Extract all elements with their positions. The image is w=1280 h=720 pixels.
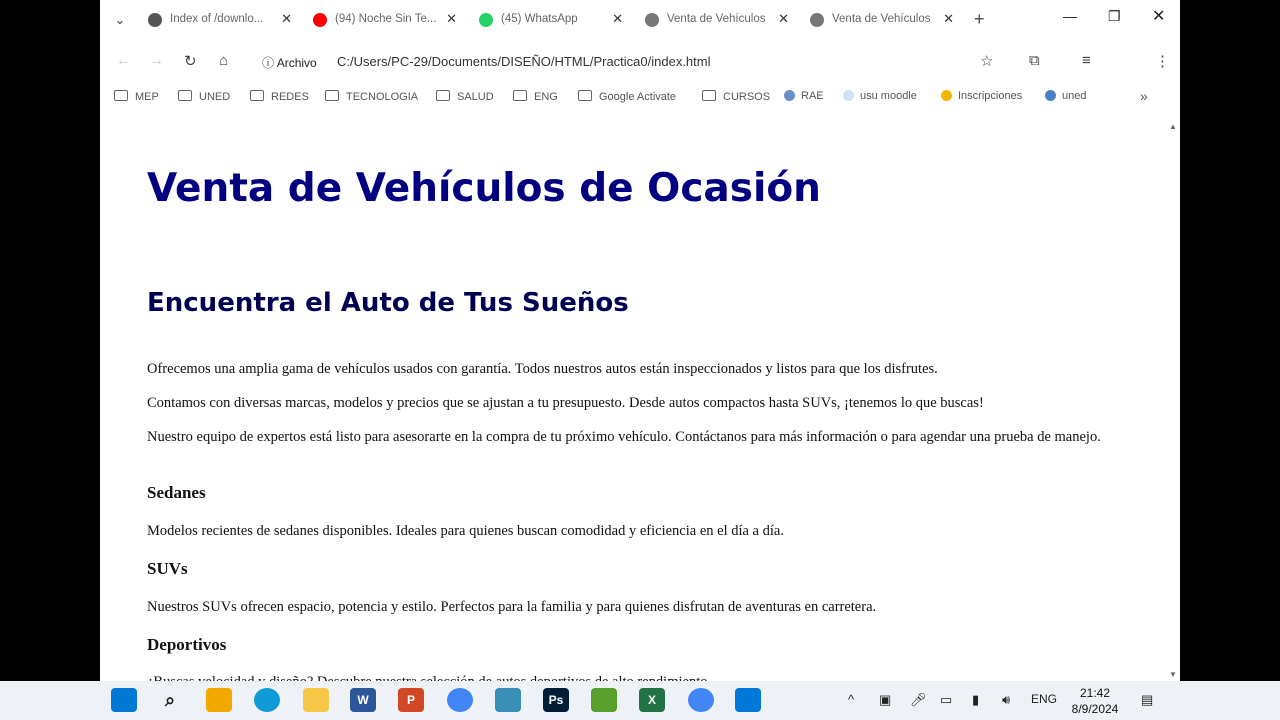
microphone-icon[interactable]: 🎤︎ <box>910 692 927 707</box>
bookmark-google-activate[interactable] <box>578 90 676 106</box>
tab-title: Index of /downlo... <box>170 13 264 25</box>
tab-3[interactable] <box>471 6 631 34</box>
close-tab-icon[interactable]: ✕ <box>612 11 623 26</box>
close-tab-icon[interactable]: ✕ <box>446 11 457 26</box>
moodle-icon <box>843 90 854 101</box>
tab-strip <box>100 0 1180 40</box>
close-tab-icon[interactable]: ✕ <box>778 11 789 26</box>
drive-icon <box>941 90 952 101</box>
page-scrollbar[interactable] <box>1166 118 1180 681</box>
winamp-icon[interactable] <box>206 688 232 712</box>
scroll-down-icon[interactable]: ▼ <box>1169 670 1177 679</box>
clock-date: 8/9/2024 <box>1071 702 1119 716</box>
section-title-suvs: SUVs <box>147 559 188 578</box>
browser-window <box>100 0 1180 681</box>
volume-icon[interactable]: 🔊︎ <box>1002 692 1011 707</box>
whatsapp-icon <box>479 13 493 27</box>
reload-icon[interactable]: ↻ <box>184 53 197 70</box>
info-icon: ⓘ <box>262 56 275 70</box>
bookmark-label: usu moodle <box>860 90 917 102</box>
site-info-label: Archivo <box>276 56 317 70</box>
vscode-icon[interactable] <box>735 688 761 712</box>
search-icon[interactable]: ⌕ <box>164 690 176 710</box>
file-explorer-icon[interactable] <box>303 688 329 712</box>
tab-title: Venta de Vehículos <box>832 13 931 25</box>
photoshop-icon[interactable]: Ps <box>543 688 569 712</box>
folder-icon <box>250 90 264 101</box>
folder-icon <box>114 90 128 101</box>
bookmark-salud[interactable] <box>436 90 494 106</box>
bookmark-tecnologia[interactable] <box>325 90 418 106</box>
uned-icon <box>1045 90 1056 101</box>
folder-icon <box>325 90 339 101</box>
globe-icon <box>645 13 659 27</box>
tab-5[interactable] <box>802 6 962 34</box>
bookmark-redes[interactable] <box>250 90 309 106</box>
bookmark-label: UNED <box>199 91 231 103</box>
bookmark-label: uned <box>1062 90 1087 102</box>
bookmark-uned[interactable] <box>178 90 230 106</box>
mysql-workbench-icon[interactable] <box>495 688 521 712</box>
excel-icon[interactable]: X <box>639 688 665 712</box>
powerpoint-icon[interactable]: P <box>398 688 424 712</box>
globe-icon <box>810 13 824 27</box>
bookmark-mep[interactable] <box>114 90 159 106</box>
bookmark-rae[interactable] <box>784 90 824 106</box>
close-tab-icon[interactable]: ✕ <box>943 11 954 26</box>
section-title-deportivos: Deportivos <box>147 635 227 654</box>
chrome-active-icon[interactable] <box>688 688 714 712</box>
clock-time: 21:42 <box>1079 686 1111 700</box>
section-text-sedanes: Modelos recientes de sedanes disponibles. Ideales para quienes buscan comodidad y eficiencia en el día a día. <box>147 523 784 539</box>
bookmark-usu-moodle[interactable] <box>843 90 917 106</box>
bookmark-label: Google Activate <box>599 91 677 103</box>
tab-1[interactable] <box>140 6 300 34</box>
folder-icon <box>436 90 450 101</box>
show-hidden-icons-icon[interactable]: ^ <box>848 692 855 707</box>
team-paragraph: Nuestro equipo de expertos está listo para asesorarte en la compra de tu próximo vehículo. Contáctanos para más información o para agendar una prueba de manejo. <box>147 429 1101 445</box>
bookmark-label: CURSOS <box>723 91 771 103</box>
menu-icon[interactable]: ⋮ <box>1155 53 1170 70</box>
folder-icon <box>702 90 716 101</box>
word-icon[interactable]: W <box>350 688 376 712</box>
bookmark-cursos[interactable] <box>702 90 770 106</box>
tab-search-chevron-icon[interactable]: ⌄ <box>114 12 126 27</box>
site-info-button[interactable] <box>262 54 317 71</box>
bookmark-eng[interactable] <box>513 90 558 106</box>
rae-icon <box>784 90 795 101</box>
scroll-up-icon[interactable]: ▲ <box>1169 122 1177 131</box>
address-bar[interactable]: C:/Users/PC-29/Documents/DISEÑO/HTML/Practica0/index.html <box>337 54 711 69</box>
edge-icon[interactable] <box>254 688 280 712</box>
extensions-icon[interactable]: ⧉ <box>1029 52 1040 69</box>
bookmark-label: ENG <box>534 91 558 103</box>
bookmark-uned[interactable] <box>1045 90 1086 106</box>
restore-icon[interactable]: ❐ <box>1108 8 1121 24</box>
page-title: Venta de Vehículos de Ocasión <box>147 166 821 211</box>
start-icon[interactable] <box>111 688 137 712</box>
battery-icon[interactable]: ▮ <box>972 692 980 707</box>
new-tab-button[interactable]: + <box>974 9 985 29</box>
folder-icon <box>513 90 527 101</box>
display-icon[interactable]: ▭ <box>940 692 953 707</box>
bookmark-star-icon[interactable]: ☆ <box>980 53 994 70</box>
youtube-icon <box>313 13 327 27</box>
page-content <box>100 118 1180 681</box>
bookmark-label: SALUD <box>457 91 494 103</box>
home-icon[interactable]: ⌂ <box>219 52 229 69</box>
meet-now-icon[interactable]: ▣ <box>879 692 892 707</box>
bookmark-label: RAE <box>801 90 824 102</box>
bookmark-label: MEP <box>135 91 159 103</box>
bookmark-label: Inscripciones <box>958 90 1023 102</box>
notifications-icon[interactable]: ▤ <box>1141 692 1154 707</box>
section-text-suvs: Nuestros SUVs ofrecen espacio, potencia y estilo. Perfectos para la familia y para quienes disfrutan de aventuras en carretera. <box>147 599 877 615</box>
windows-taskbar <box>0 681 1280 720</box>
tab-title: (45) WhatsApp <box>501 13 578 25</box>
tool-icon <box>148 13 162 27</box>
clock[interactable] <box>1066 685 1124 717</box>
bookmark-label: TECNOLOGIA <box>346 91 419 103</box>
back-icon[interactable]: ← <box>116 52 131 69</box>
folder-icon <box>178 90 192 101</box>
section-title-sedanes: Sedanes <box>147 483 206 502</box>
bookmark-label: REDES <box>271 91 309 103</box>
bookmark-inscripciones[interactable] <box>941 90 1022 106</box>
tab-4[interactable] <box>637 6 797 34</box>
tab-title: Venta de Vehículos <box>667 13 766 25</box>
forward-icon[interactable]: → <box>149 52 164 69</box>
chrome-icon[interactable] <box>447 688 473 712</box>
language-indicator[interactable]: ENG <box>1031 692 1058 706</box>
media-control-icon[interactable]: ≡ <box>1082 52 1091 69</box>
minimize-icon[interactable]: — <box>1063 8 1077 24</box>
tab-2[interactable] <box>305 6 465 34</box>
page-subtitle: Encuentra el Auto de Tus Sueños <box>147 288 629 318</box>
folder-icon <box>578 90 592 101</box>
corel-icon[interactable] <box>591 688 617 712</box>
tab-title: (94) Noche Sin Te... <box>335 13 437 25</box>
close-tab-icon[interactable]: ✕ <box>281 11 292 26</box>
brands-paragraph: Contamos con diversas marcas, modelos y precios que se ajustan a tu presupuesto. Desde autos compactos hasta SUVs, ¡tenemos lo que buscas! <box>147 395 984 411</box>
close-window-icon[interactable]: ✕ <box>1152 8 1166 25</box>
more-bookmarks-icon[interactable]: » <box>1140 88 1148 104</box>
intro-paragraph: Ofrecemos una amplia gama de vehículos usados con garantía. Todos nuestros autos están inspeccionados y listos para que los disfrutes. <box>147 361 938 377</box>
